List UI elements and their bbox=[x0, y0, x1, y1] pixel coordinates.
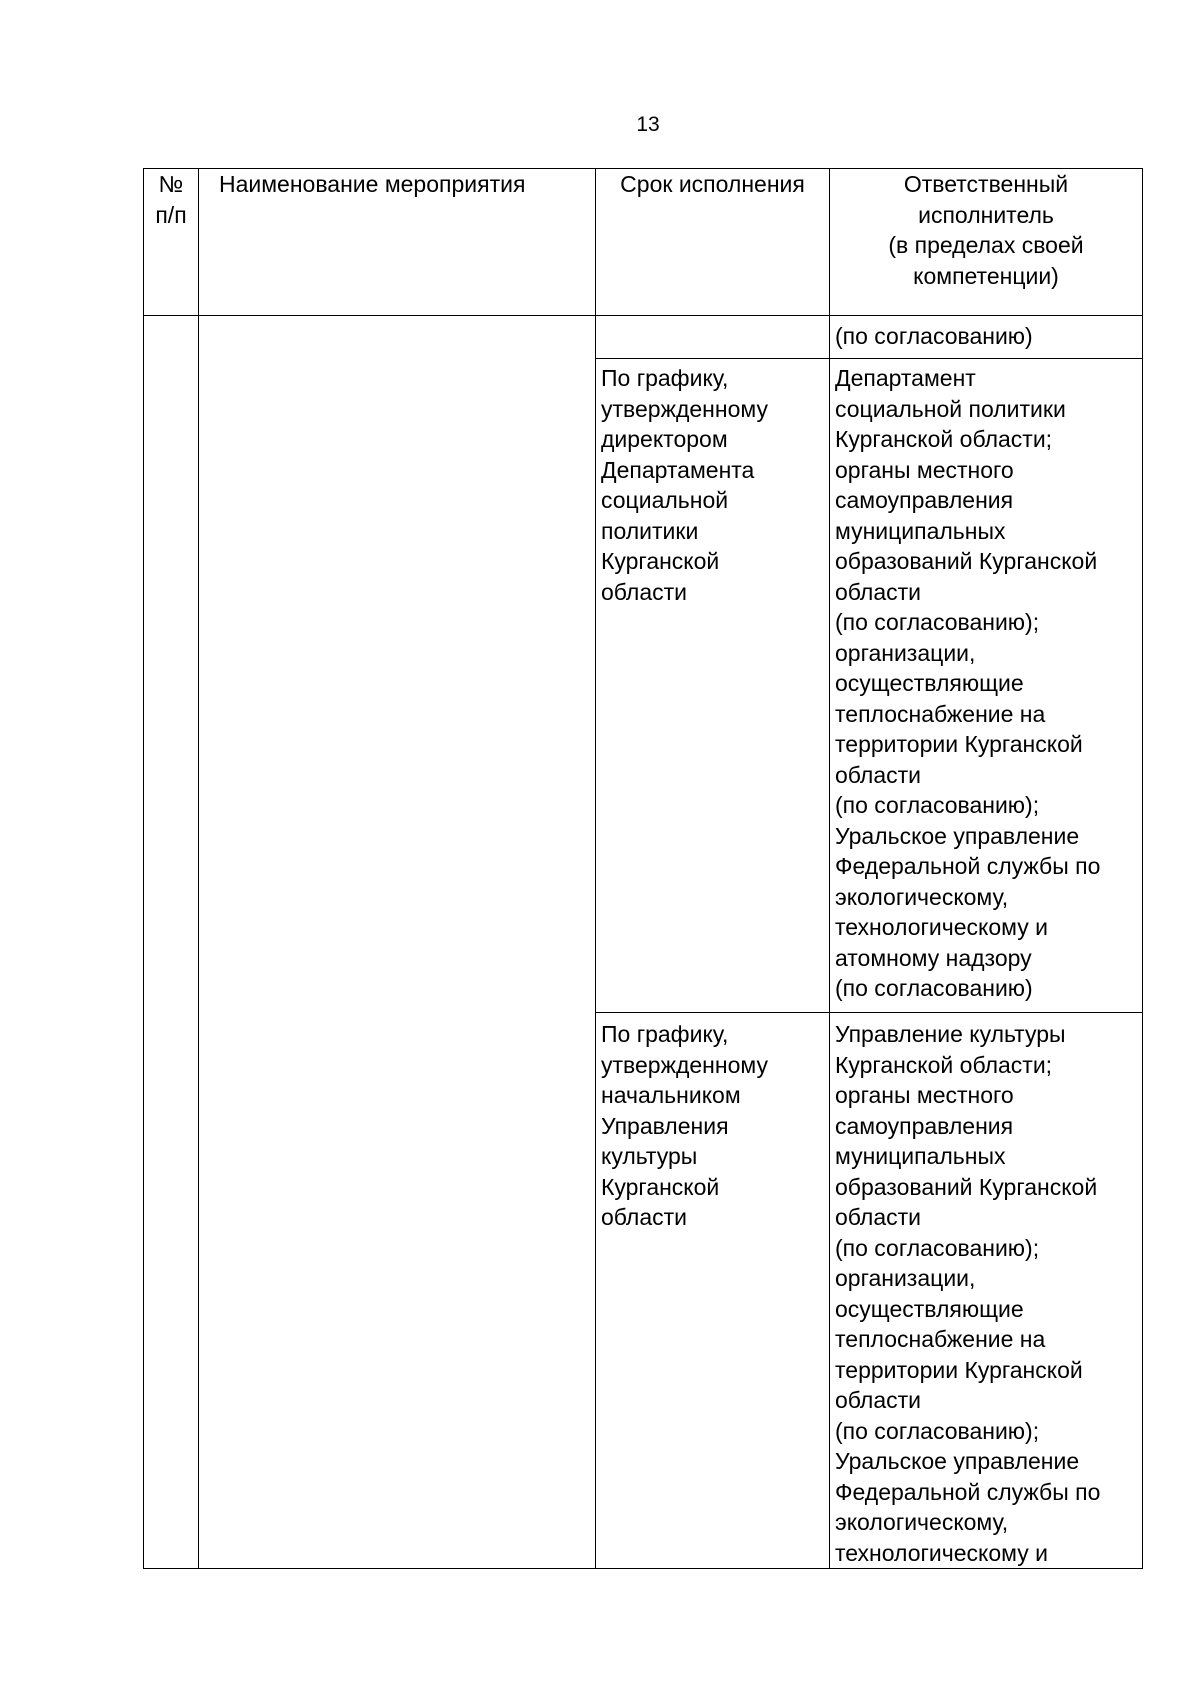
cell-responsible: (по согласованию) bbox=[830, 316, 1143, 359]
cell-num bbox=[144, 316, 199, 1569]
cell-term: По графику, утвержденному начальником Управления культуры Курганской области bbox=[596, 1013, 830, 1569]
cell-name bbox=[199, 316, 596, 1569]
header-num: № п/п bbox=[144, 169, 199, 316]
cell-term bbox=[596, 316, 830, 359]
cell-responsible: Управление культуры Курганской области; органы местного самоуправления муниципальных образований Курганской области (по согласованию); организации, осуществляющие теплоснабжение на территории Курганской области (по согласованию); Уральское управление Федеральной службы по экологическому, технологическому и bbox=[830, 1013, 1143, 1569]
header-responsible: Ответственный исполнитель (в пределах своей компетенции) bbox=[830, 169, 1143, 316]
table-header-row bbox=[144, 169, 1143, 316]
table-row bbox=[144, 316, 1143, 359]
measures-table bbox=[143, 168, 1143, 1569]
header-name: Наименование мероприятия bbox=[199, 169, 596, 316]
cell-term: По графику, утвержденному директором Департамента социальной политики Курганской области bbox=[596, 359, 830, 1013]
page-number: 13 bbox=[636, 113, 660, 136]
cell-responsible: Департамент социальной политики Курганской области; органы местного самоуправления муниципальных образований Курганской области (по согласованию); организации, осуществляющие теплоснабжение на территории Курганской области (по согласованию); Уральское управление Федеральной службы по экологическому, технологическому и атомному надзору (по согласованию) bbox=[830, 359, 1143, 1013]
header-term: Срок исполнения bbox=[596, 169, 830, 316]
